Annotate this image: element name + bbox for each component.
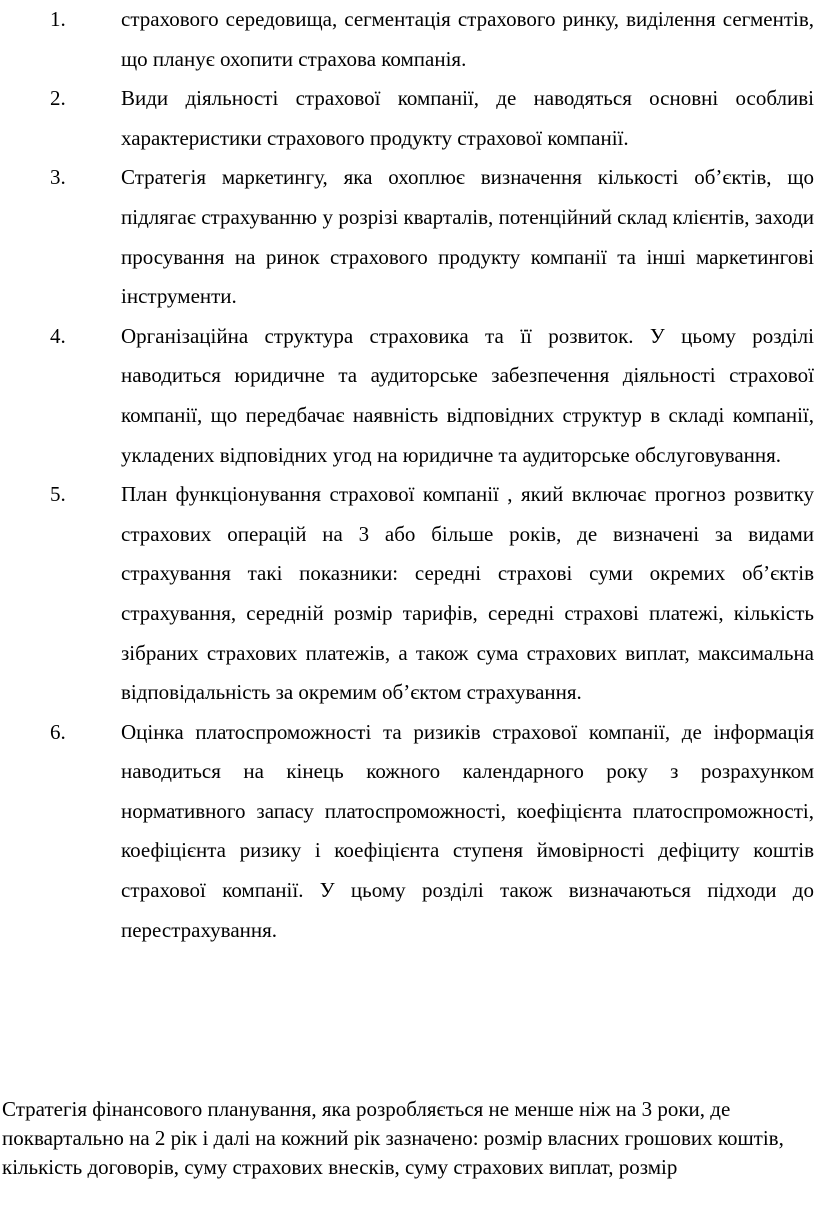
list-item: [0, 0, 816, 79]
list-item: [0, 713, 816, 951]
list-item-number: 4.: [50, 323, 66, 348]
list-item-text: страхового середовища, сегментація страхового ринку, виділення сегментів, що планує охопити страхова компанія.: [121, 7, 814, 71]
list-item-number: 2.: [50, 86, 66, 111]
list-item-text: Оцінка платоспроможності та ризиків страхової компанії, де інформація наводиться на кінець кожного календарного року з розрахунком нормативного запасу платоспроможності, коефіцієнта платоспроможності, коефіцієнта ризику і коефіцієнта ступеня ймовірності дефіциту коштів страхової компанії. У цьому розділі також визначаються підходи до перестрахування.: [121, 719, 814, 942]
list-item: [0, 79, 816, 158]
trailing-paragraph: Стратегія фінансового планування, яка розробляється не менше ніж на 3 роки, де поквартально на 2 рік і далі на кожний рік зазначено: розмір власних грошових коштів, кількість договорів, суму страхових внесків, суму страхових виплат, розмір: [2, 1097, 784, 1179]
list-item-number: 3.: [50, 165, 66, 190]
list-item: [0, 317, 816, 475]
list-item-number: 1.: [50, 7, 66, 31]
list-item-number: 5.: [50, 482, 66, 507]
list-item: [0, 158, 816, 316]
list-item: [0, 475, 816, 713]
list-item-text: План функціонування страхової компанії , який включає прогноз розвитку страхових операцій на 3 або більше років, де визначені за видами страхування такі показники: середні страхові суми окремих об’єктів страхування, середній розмір тарифів, середні страхові платежі, кількість зібраних страхових платежів, а також сума страхових виплат, максимальна відповідальність за окремим об’єктом страхування.: [121, 482, 814, 705]
list-item-text: Види діяльності страхової компанії, де наводяться основні особливі характеристики страхового продукту страхової компанії.: [121, 86, 814, 150]
list-item-number: 6.: [50, 719, 66, 744]
list-item-text: Організаційна структура страховика та її розвиток. У цьому розділі наводиться юридичне та аудиторське забезпечення діяльності страхової компанії, що передбачає наявність відповідних структур в складі компанії, укладених відповідних угод на юридичне та аудиторське обслуговування.: [121, 323, 814, 467]
list-item-text: Стратегія маркетингу, яка охоплює визначення кількості об’єктів, що підлягає страхуванню у розрізі кварталів, потенційний склад клієнтів, заходи просування на ринок страхового продукту компанії та інші маркетингові інструменти.: [121, 165, 814, 309]
